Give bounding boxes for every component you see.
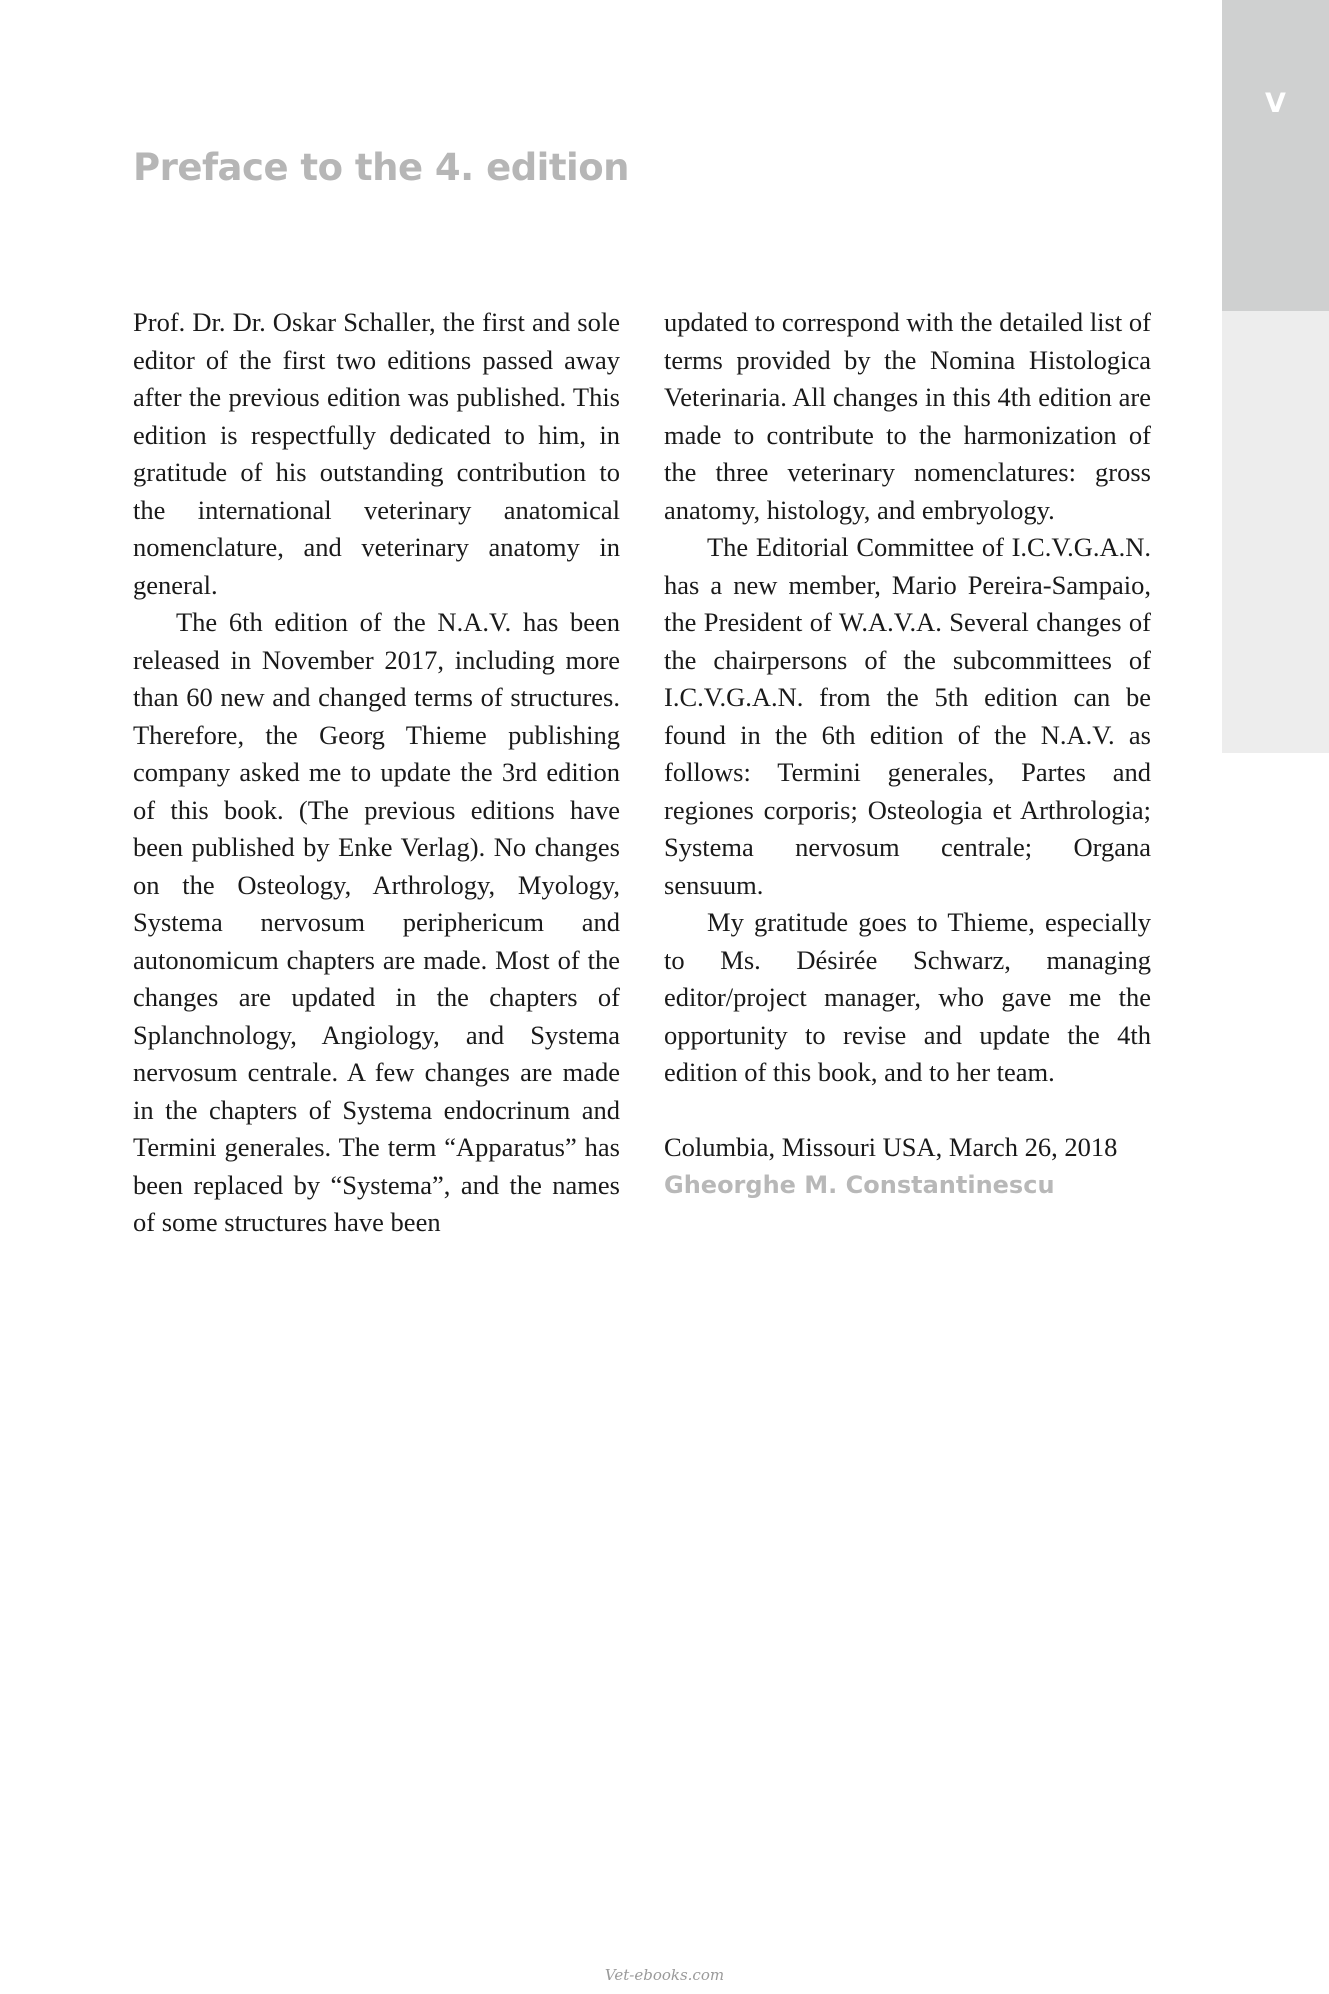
place-date: Columbia, Missouri USA, March 26, 2018: [664, 1132, 1118, 1162]
paragraph-editorial-committee: The Editorial Committee of I.C.V.G.A.N. has a new member, Mario Pereira-Sampaio, the President of W.A.V.A. Several changes of the chairpersons of the subcommittees of I.C.V.G.A.N. from the 5th edition can be found in the 6th edition of the N.A.V. as follows: Termini generales, Partes and regiones corporis; Osteologia et Arthrologia; Systema nervosum centrale; Organa sensuum.: [664, 532, 1151, 900]
paragraph-continuation: updated to correspond with the detailed list of terms provided by the Nomina Histologica Veterinaria. All changes in this 4th edition are made to contribute to the harmonization of the three veterinary nomenclatures: gross anatomy, histology, and embryology.: [664, 307, 1151, 525]
right-column: [664, 304, 1151, 1204]
chapter-tab: [1222, 0, 1329, 311]
paragraph-dedication: Prof. Dr. Dr. Oskar Schaller, the first and sole editor of the first two editions passed away after the previous edition was published. This edition is respectfully dedicated to him, in gratitude of his outstanding contribution to the international veterinary anatomical nomenclature, and veterinary anatomy in general.: [133, 307, 620, 600]
left-column: [133, 304, 620, 1242]
spacer: [664, 1092, 1151, 1130]
watermark-logo: Vet-ebooks.com: [604, 1966, 725, 1984]
chapter-tab-strip: [1222, 311, 1329, 753]
paragraph-gratitude: My gratitude goes to Thieme, especially to Ms. Désirée Schwarz, managing editor/project manager, who gave me the opportunity to revise and update the 4th edition of this book, and to her team.: [664, 907, 1151, 1087]
page-title: Preface to the 4. edition: [133, 146, 629, 189]
page-number: V: [1265, 88, 1286, 119]
paragraph-sixth-edition: The 6th edition of the N.A.V. has been released in November 2017, including more than 60 new and changed terms of structures. Therefore, the Georg Thieme publishing company asked me to update the 3rd edition of this book. (The previous editions have been published by Enke Verlag). No changes on the Osteology, Arthrology, Myology, Systema nervosum periphericum and autonomicum chapters are made. Most of the changes are updated in the chapters of Splanchnology, Angiology, and Systema nervosum centrale. A few changes are made in the chapters of Systema endocrinum and Termini generales. The term “Apparatus” has been replaced by “Systema”, and the names of some structures have been: [133, 607, 620, 1237]
author-signature: Gheorghe M. Constantinescu: [664, 1170, 1055, 1199]
